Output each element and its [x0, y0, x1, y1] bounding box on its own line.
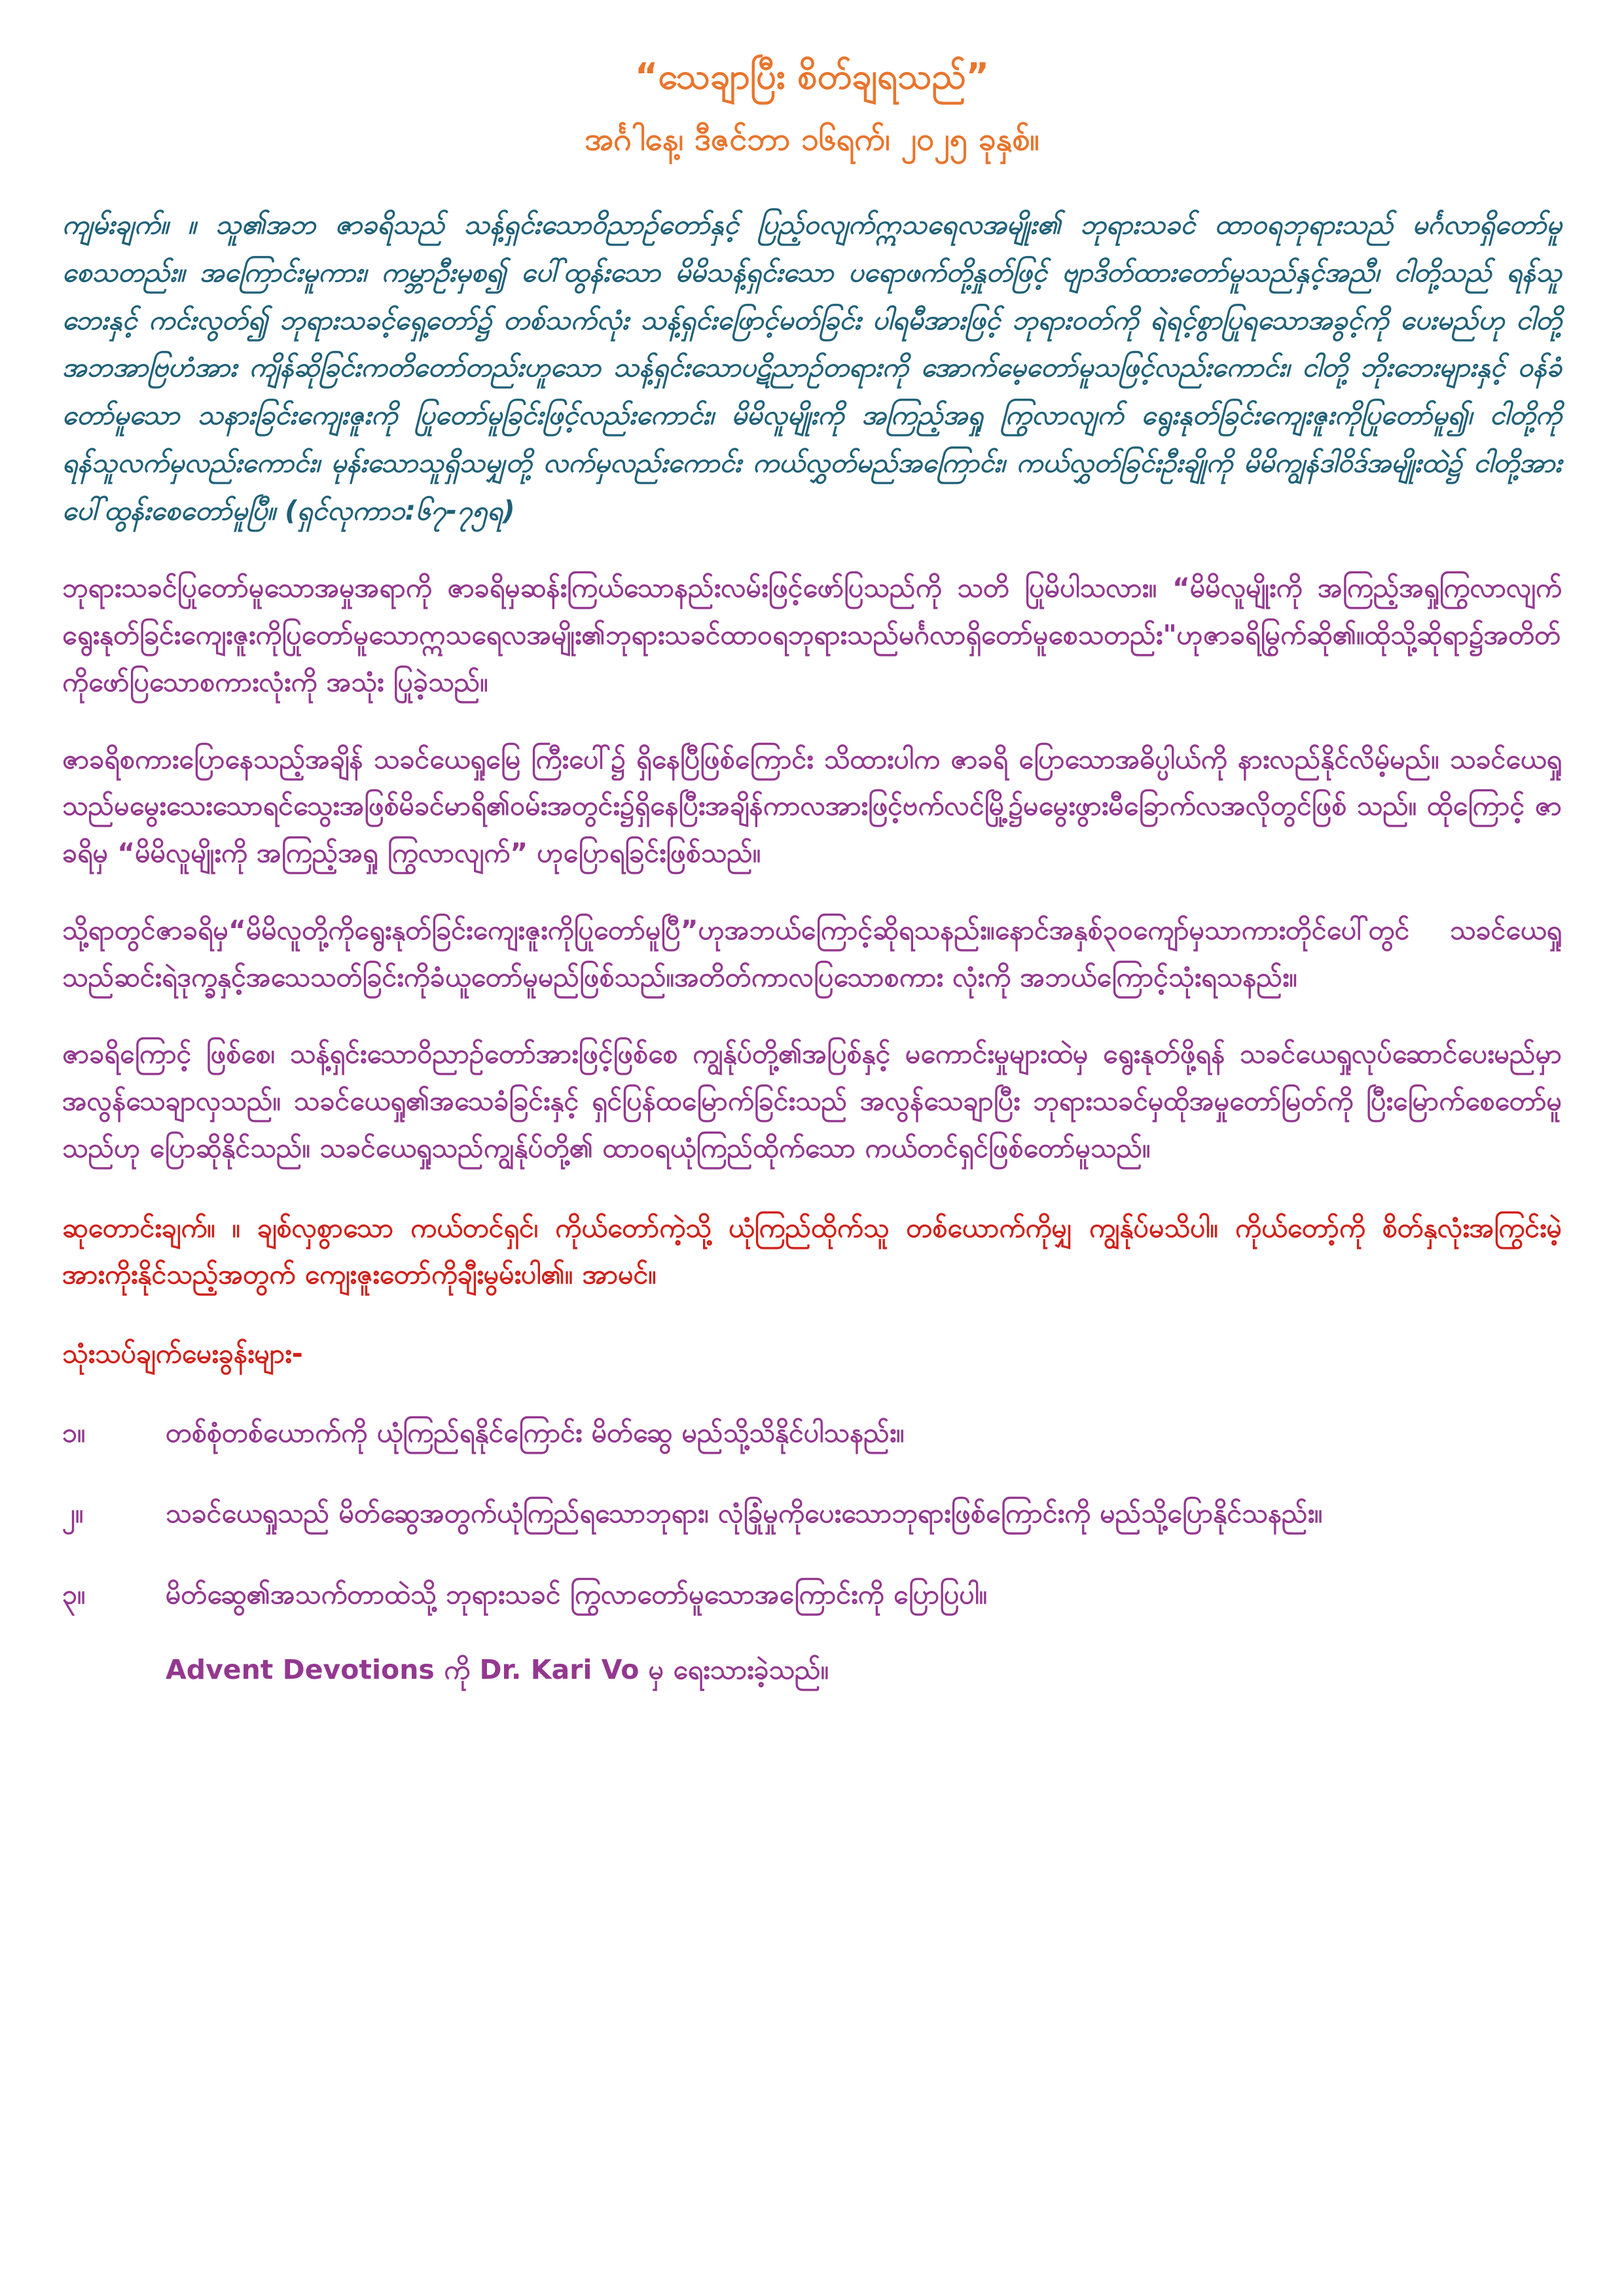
- body-paragraph-3: သို့ရာတွင်ဇာခရိမှ“မိမိလူတို့ကိုရွေးနုတ်ခြင်းကျေးဇူးကိုပြုတော်မူပြီ”ဟုအဘယ်ကြောင့်ဆိုရသနည်း။နောင်အနှစ်၃၀ကျော်မှသာကားတိုင်ပေါ်တွင် သခင်ယေရှုသည်ဆင်းရဲဒုက္ခနှင့်အသေသတ်ခြင်းကိုခံယူတော်မူမည်ဖြစ်သည်။အတိတ်ကာလပြသောစကား လုံးကို အဘယ်ကြောင့်သုံးရသနည်း။: [62, 914, 1562, 993]
- question-text: သခင်ယေရှုသည် မိတ်ဆွေအတွက်ယုံကြည်ရသောဘုရား၊ လုံခြုံမှုကိုပေးသောဘုရားဖြစ်ကြောင်းကို မည်သို့ပြောနိုင်သနည်း။: [166, 1498, 1323, 1530]
- body-paragraph-4: ဇာခရိကြောင့် ဖြစ်စေ၊ သန့်ရှင်းသောဝိညာဉ်တော်အားဖြင့်ဖြစ်စေ ကျွန်ုပ်တို့၏အပြစ်နှင့် မကောင်းမှုများထဲမှ ရွေးနုတ်ဖို့ရန် သခင်ယေရှုလုပ်ဆောင်ပေးမည်မှာအလွန်သေချာလှသည်။ သခင်ယေရှု၏အသေခံခြင်းနှင့် ရှင်ပြန်ထမြောက်ခြင်းသည် အလွန်သေချာပြီး ဘုရားသခင်မှထိုအမှုတော်မြတ်ကို ပြီးမြောက်စေတော်မူသည်ဟု ပြောဆိုနိုင်သည်။ သခင်ယေရှုသည်ကျွန်ုပ်တို့၏ ထာဝရယုံကြည်ထိုက်သော ကယ်တင်ရှင်ဖြစ်တော်မူသည်။: [62, 1038, 1562, 1164]
- date-line: အင်္ဂါနေ့၊ ဒီဇင်ဘာ ၁၆ရက်၊ ၂၀၂၅ ခုနှစ်။: [585, 121, 1039, 158]
- scripture-quote: ကျမ်းချက်။ ။ သူ၏အဘ ဇာခရိသည် သန့်ရှင်းသောဝိညာဉ်တော်နှင့် ပြည့်ဝလျက်ဣသရေလအမျိုး၏ ဘုရားသခင် ထာဝရဘုရားသည် မင်္ဂလာရှိတော်မူစေသတည်း။ အကြောင်းမူကား၊ ကမ္ဘာဦးမှစ၍ ပေါ်ထွန်းသော မိမိသန့်ရှင်းသော ပရောဖက်တို့နှုတ်ဖြင့် ဗျာဒိတ်ထားတော်မူသည်နှင့်အညီ၊ ငါတို့သည် ရန်သူဘေးနှင့် ကင်းလွတ်၍ ဘုရားသခင့်ရှေ့တော်၌ တစ်သက်လုံး သန့်ရှင်းဖြောင့်မတ်ခြင်း ပါရမီအားဖြင့် ဘုရားဝတ်ကို ရဲရင့်စွာပြုရသောအခွင့်ကို ပေးမည်ဟု ငါတို့အဘအာဗြဟံအား ကျိန်ဆိုခြင်းကတိတော်တည်းဟူသော သန့်ရှင်းသောပဋိညာဉ်တရားကို အောက်မေ့တော်မူသဖြင့်လည်းကောင်း၊ ငါတို့ ဘိုးဘေးများနှင့် ဝန်ခံတော်မူသော သနားခြင်းကျေးဇူးကို ပြုတော်မူခြင်းဖြင့်လည်းကောင်း၊ မိမိလူမျိုးကို အကြည့်အရှု ကြွလာလျက် ရွေးနုတ်ခြင်းကျေးဇူးကိုပြုတော်မူ၍၊ ငါတို့ကို ရန်သူလက်မှလည်းကောင်း၊ မုန်းသောသူရှိသမျှတို့ လက်မှလည်းကောင်း ကယ်လွှတ်မည်အကြောင်း၊ ကယ်လွှတ်ခြင်းဦးချိုကို မိမိကျွန်ဒါဝိဒ်အမျိုးထဲ၌ ငါတို့အား ပေါ်ထွန်းစေတော်မူပြီ။ (ရှင်လုကာ၁:၆၇-၇၅ရ): [62, 208, 1562, 527]
- page-title: “သေချာပြီး စိတ်ချရသည်”: [634, 56, 990, 97]
- attribution-line: Advent Devotions ကို Dr. Kari Vo မှ ရေးသားခဲ့သည်။: [166, 1653, 829, 1685]
- question-text: မိတ်ဆွေ၏အသက်တာထဲသို့ ဘုရားသခင် ကြွလာတော်မူသောအကြောင်းကို ပြောပြပါ။: [166, 1579, 988, 1611]
- question-item-3: [62, 1571, 1562, 1619]
- question-number: ၃။: [62, 1579, 86, 1611]
- prayer-paragraph: ဆုတောင်းချက်။ ။ ချစ်လှစွာသော ကယ်တင်ရှင်၊ ကိုယ်တော်ကဲ့သို့ ယုံကြည်ထိုက်သူ တစ်ယောက်ကိုမျှ ကျွန်ုပ်မသိပါ။ ကိုယ်တော့်ကို စိတ်နှလုံးအကြွင်းမဲ့ အားကိုးနိုင်သည့်အတွက် ကျေးဇူးတော်ကိုချီးမွမ်းပါ၏။ အာမင်။: [62, 1211, 1562, 1291]
- question-number: ၂။: [62, 1498, 84, 1530]
- question-text: တစ်စုံတစ်ယောက်ကို ယုံကြည်ရနိုင်ကြောင်း မိတ်ဆွေ မည်သို့သိနိုင်ပါသနည်း။: [166, 1416, 905, 1448]
- questions-heading: သုံးသပ်ချက်မေးခွန်းများ-: [62, 1338, 303, 1370]
- body-paragraph-2: ဇာခရိစကားပြောနေသည့်အချိန် သခင်ယေရှုမြေ ကြီးပေါ်၌ ရှိနေပြီဖြစ်ကြောင်း သိထားပါက ဇာခရိ ပြောသောအဓိပ္ပါယ်ကို နားလည်နိုင်လိမ့်မည်။ သခင်ယေရှုသည်မမွေးသေးသောရင်သွေးအဖြစ်မိခင်မာရိ၏ဝမ်းအတွင်း၌ရှိနေပြီးအချိန်ကာလအားဖြင့်ဗက်လင်မြို့၌မမွေးဖွားမီခြောက်လအလိုတွင်ဖြစ် သည်။ ထိုကြောင့် ဇာခရိမှ “မိမိလူမျိုးကို အကြည့်အရှု ကြွလာလျက်” ဟုပြောရခြင်းဖြစ်သည်။: [62, 743, 1562, 869]
- body-paragraph-1: ဘုရားသခင်ပြုတော်မူသောအမှုအရာကို ဇာခရိမှဆန်းကြယ်သောနည်းလမ်းဖြင့်ဖော်ပြသည်ကို သတိ ပြုမိပါသလား။ “မိမိလူမျိုးကို အကြည့်အရှုကြွလာလျက်ရွေးနုတ်ခြင်းကျေးဇူးကိုပြုတော်မူသောဣသရေလအမျိုး၏ဘုရားသခင်ထာဝရဘုရားသည်မင်္ဂလာရှိတော်မူစေသတည်း"ဟုဇာခရိမြွက်ဆို၏။ထိုသို့ဆိုရာ၌အတိတ်ကိုဖော်ပြသောစကားလုံးကို အသုံး ပြုခဲ့သည်။: [62, 572, 1562, 698]
- question-item-1: [62, 1410, 1562, 1457]
- question-number: ၁။: [62, 1416, 86, 1448]
- question-item-2: [62, 1490, 1562, 1537]
